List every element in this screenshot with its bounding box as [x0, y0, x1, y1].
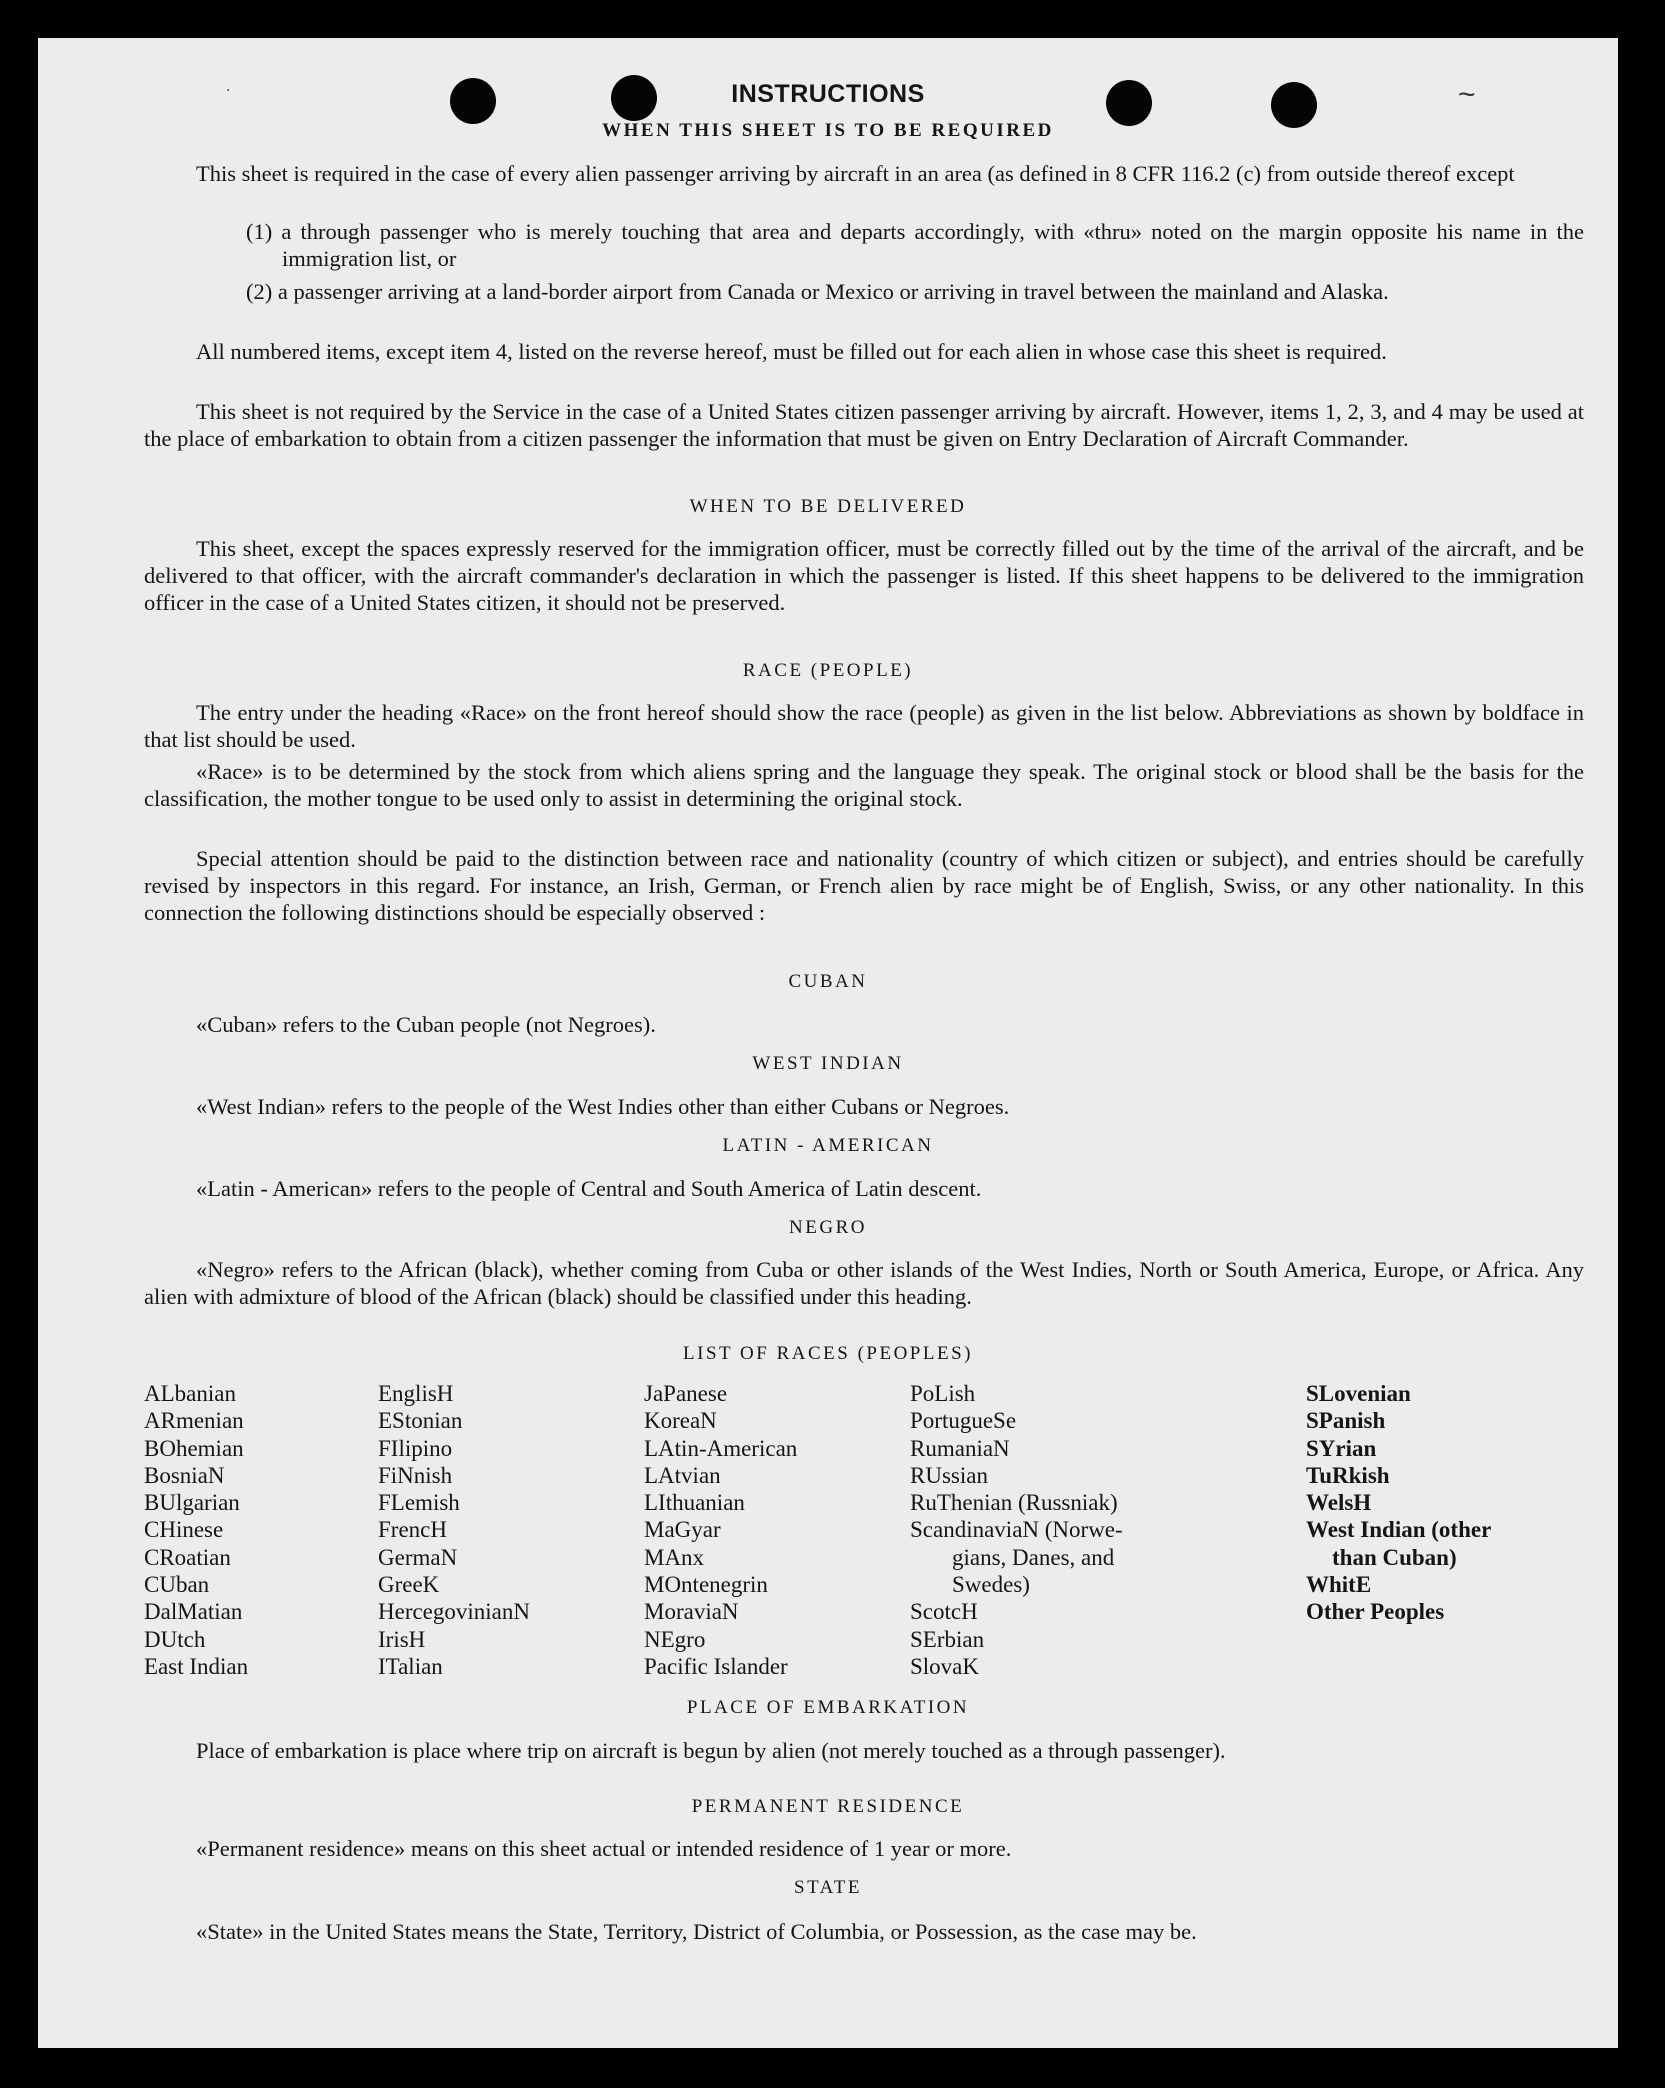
race-item: FLemish	[378, 1490, 460, 1516]
race-item: SlovaK	[910, 1653, 979, 1679]
race-item: WhitE	[1306, 1572, 1372, 1598]
para-state: «State» in the United States means the State, Territory, District of Columbia, or Possession, as the case may be.	[196, 1919, 1197, 1944]
heading-delivered: WHEN TO BE DELIVERED	[689, 496, 967, 517]
race-item: SYrian	[1306, 1435, 1377, 1461]
race-item: MoraviaN	[644, 1599, 739, 1625]
race-item: East Indian	[144, 1653, 249, 1679]
para-race-entry: The entry under the heading «Race» on the front hereof should show the race (people) as given in the list below. Abbreviations as shown by boldface in that list should be used.	[144, 700, 1584, 752]
para-latin-american: «Latin - American» refers to the people of Central and South America of Latin descent.	[196, 1176, 982, 1201]
race-item: NEgro	[644, 1626, 706, 1652]
para-exception-2: (2) a passenger arriving at a land-border airport from Canada or Mexico or arriving in travel between the mainland and Alaska.	[246, 279, 1389, 304]
race-item: BOhemian	[144, 1435, 244, 1461]
race-item: SLovenian	[1306, 1381, 1411, 1406]
races-column-4	[910, 1380, 1123, 1680]
race-item: GermaN	[378, 1544, 458, 1570]
races-column-1	[144, 1380, 248, 1680]
race-item: HercegovinianN	[378, 1599, 530, 1625]
para-exception-1: (1) a through passenger who is merely touching that area and departs accordingly, with «thru» noted on the margin opposite his name in the immigration list, or	[246, 219, 1584, 271]
heading-residence: PERMANENT RESIDENCE	[691, 1796, 965, 1817]
race-item: ARmenian	[144, 1408, 244, 1434]
race-item: FIlipino	[378, 1435, 453, 1461]
race-item: CRoatian	[144, 1544, 231, 1570]
race-item: EnglisH	[378, 1381, 454, 1406]
para-negro: «Negro» refers to the African (black), whether coming from Cuba or other islands of the West Indies, North or South America, Europe, or Africa. Any alien with admixture of blood of the African (black) should be classified under this heading.	[144, 1257, 1584, 1309]
race-item: BosniaN	[144, 1462, 225, 1488]
race-item: West Indian (other	[1306, 1517, 1492, 1543]
race-item: IrisH	[378, 1626, 426, 1652]
race-item: MOntenegrin	[644, 1572, 768, 1598]
heading-cuban: CUBAN	[788, 971, 868, 992]
heading-race: RACE (PEOPLE)	[742, 660, 914, 681]
para-embarkation: Place of embarkation is place where trip on aircraft is begun by alien (not merely touched as a through passenger).	[196, 1738, 1226, 1763]
race-item: PortugueSe	[910, 1408, 1017, 1434]
race-item: ITalian	[378, 1653, 443, 1679]
page-title: INSTRUCTIONS	[731, 80, 925, 108]
race-item: WelsH	[1306, 1490, 1372, 1516]
race-item: SPanish	[1306, 1408, 1386, 1434]
race-item: RumaniaN	[910, 1435, 1010, 1461]
para-race-nationality: Special attention should be paid to the distinction between race and nationality (country of which citizen or subject), and entries should be carefully revised by inspectors in this regard. For instance, an Irish, German, or French alien by race might be of English, Swiss, or any other nationality. In this connection the following distinctions should be especially observed :	[144, 846, 1584, 925]
races-column-2	[378, 1380, 530, 1680]
heading-west-indian: WEST INDIAN	[752, 1053, 904, 1074]
race-item: SErbian	[910, 1626, 985, 1652]
para-residence: «Permanent residence» means on this sheet actual or intended residence of 1 year or more.	[196, 1836, 1012, 1861]
race-item: CHinese	[144, 1517, 224, 1543]
race-item: KoreaN	[644, 1408, 717, 1434]
race-item: GreeK	[378, 1572, 440, 1598]
para-cuban: «Cuban» refers to the Cuban people (not Negroes).	[196, 1012, 656, 1037]
race-item: MaGyar	[644, 1517, 721, 1543]
speck: .	[226, 78, 231, 95]
races-column-5	[1306, 1380, 1491, 1626]
race-item: LAtin-American	[644, 1435, 798, 1461]
race-item: Other Peoples	[1306, 1599, 1445, 1625]
heading-latin-american: LATIN - AMERICAN	[722, 1135, 934, 1156]
para-citizen: This sheet is not required by the Service in the case of a United States citizen passenger arriving by aircraft. However, items 1, 2, 3, and 4 may be used at the place of embarkation to obtain from a citizen passenger the information that must be given on Entry Declaration of Aircraft Commander.	[144, 399, 1584, 451]
race-item-continuation: Swedes)	[952, 1572, 1030, 1598]
race-item: MAnx	[644, 1544, 705, 1570]
para-required: This sheet is required in the case of every alien passenger arriving by aircraft in an area (as defined in 8 CFR 116.2 (c) from outside thereof except	[196, 161, 1515, 186]
race-item: PoLish	[910, 1381, 976, 1406]
races-column-3	[644, 1380, 797, 1680]
heading-required: WHEN THIS SHEET IS TO BE REQUIRED	[602, 120, 1054, 141]
para-west-indian: «West Indian» refers to the people of the West Indies other than either Cubans or Negroes.	[196, 1094, 1010, 1119]
race-item-continuation: than Cuban)	[1332, 1544, 1457, 1570]
corner-scribble: ~	[1458, 78, 1476, 111]
race-item: ALbanian	[144, 1381, 236, 1406]
heading-negro: NEGRO	[789, 1217, 867, 1238]
race-item: EStonian	[378, 1408, 463, 1434]
race-item: ScotcH	[910, 1599, 978, 1625]
race-item: CUban	[144, 1572, 210, 1598]
heading-state: STATE	[794, 1877, 862, 1898]
race-item: DUtch	[144, 1626, 206, 1652]
para-delivered: This sheet, except the spaces expressly reserved for the immigration officer, must be correctly filled out by the time of the arrival of the aircraft, and be delivered to that officer, with the aircraft commander's declaration in which the passenger is listed. If this sheet happens to be delivered to the immigration officer in the case of a United States citizen, it should not be preserved.	[144, 536, 1584, 615]
race-item: RuThenian (Russniak)	[910, 1490, 1118, 1516]
heading-embarkation: PLACE OF EMBARKATION	[686, 1697, 970, 1718]
race-item: JaPanese	[644, 1381, 728, 1406]
race-item: FrencH	[378, 1517, 447, 1543]
race-item: BUlgarian	[144, 1490, 240, 1516]
race-item: ScandinaviaN (Norwe-	[910, 1517, 1123, 1543]
para-numbered-items: All numbered items, except item 4, listed on the reverse hereof, must be filled out for each alien in whose case this sheet is required.	[196, 339, 1387, 364]
race-item: Pacific Islander	[644, 1653, 788, 1679]
race-item: RUssian	[910, 1462, 988, 1488]
para-race-stock: «Race» is to be determined by the stock from which aliens spring and the language they speak. The original stock or blood shall be the basis for the classification, the mother tongue to be used only to assist in determining the original stock.	[144, 759, 1584, 811]
document-page	[38, 38, 1618, 2048]
race-item-continuation: gians, Danes, and	[952, 1544, 1115, 1570]
race-item: TuRkish	[1306, 1462, 1390, 1488]
race-item: FiNnish	[378, 1462, 453, 1488]
race-item: DalMatian	[144, 1599, 243, 1625]
race-item: LAtvian	[644, 1462, 721, 1488]
race-item: LIthuanian	[644, 1490, 745, 1516]
heading-list-of-races: LIST OF RACES (PEOPLES)	[683, 1343, 973, 1364]
